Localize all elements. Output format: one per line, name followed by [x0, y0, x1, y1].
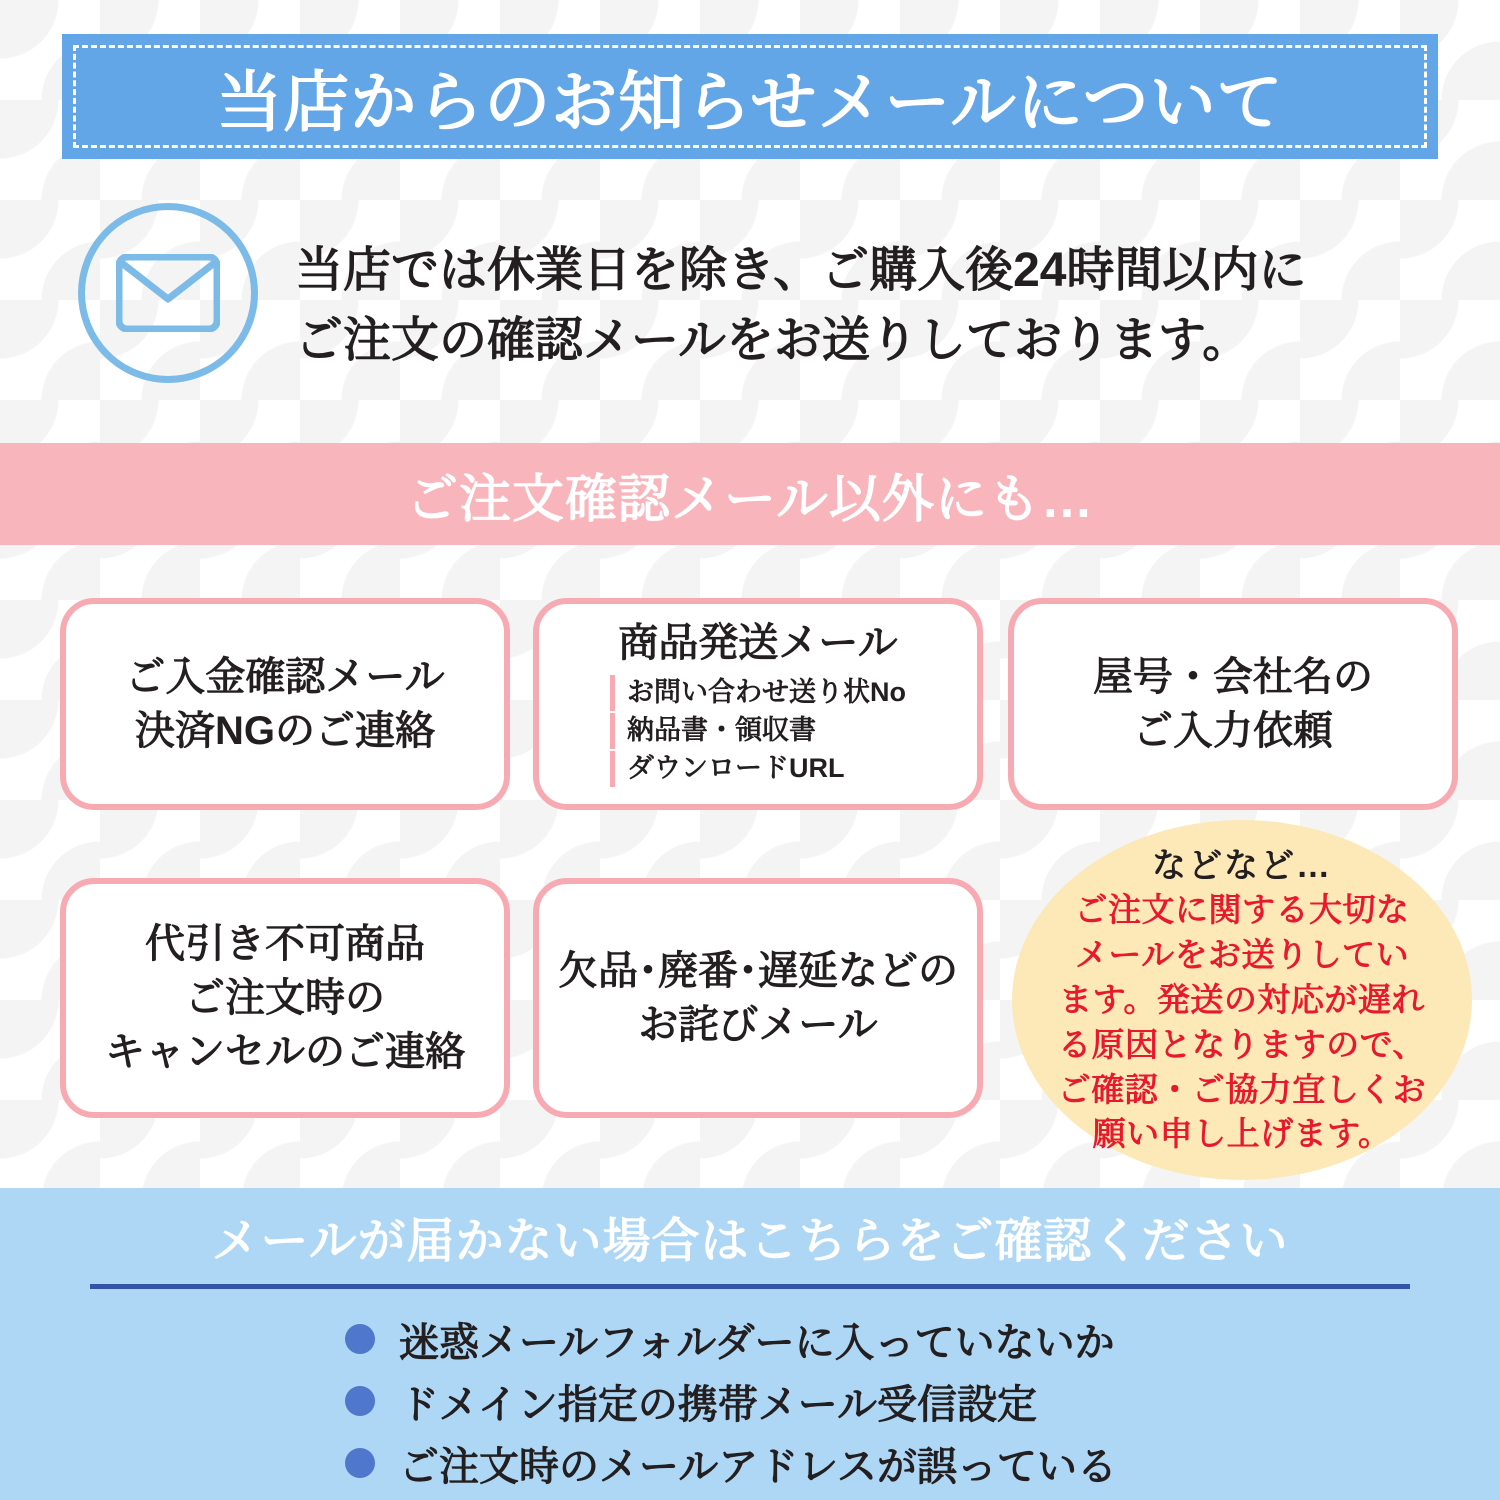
pink-band: [0, 443, 1500, 545]
note-heading: などなど…: [1152, 847, 1332, 885]
card-apology-mail: [533, 878, 983, 1118]
card-company-name-request: [1008, 598, 1458, 810]
card-payment-confirmation: [60, 598, 510, 810]
card-bar-list: [610, 675, 906, 789]
card-line: 屋号・会社名の: [1093, 655, 1373, 699]
card-line: ご注文時の: [185, 976, 385, 1020]
card-bar-item: ダウンロードURL: [610, 751, 906, 787]
note-body-line: ます。発送の対応が遅れ: [1059, 980, 1425, 1018]
list-item-label: 迷惑メールフォルダーに入っていないか: [399, 1320, 1115, 1365]
note-body: [1022, 888, 1462, 1157]
bottom-section-divider: [90, 1284, 1410, 1289]
page-title: 当店からのお知らせメールについて: [216, 65, 1284, 139]
list-item-label: ご注文時のメールアドレスが誤っている: [399, 1444, 1117, 1489]
note-body-line: ご注文に関する大切な: [1074, 891, 1410, 928]
note-body-line: ご確認・ご協力宜しくお: [1057, 1070, 1427, 1108]
header-lead-line-2: ご注文の確認メールをお送りしております。: [295, 313, 1251, 367]
bullet-icon: [345, 1386, 375, 1416]
pink-band-text: ご注文確認メール以外にも…: [406, 470, 1094, 529]
card-line: 欠品･廃番･遅延などの: [558, 949, 958, 993]
card-line: ご入力依頼: [1133, 709, 1333, 753]
card-line: ご入金確認メール: [125, 655, 445, 699]
bottom-check-list: [345, 1308, 1345, 1494]
mail-envelope-icon: [78, 203, 258, 383]
card-shipping-mail: [533, 598, 983, 810]
list-item: [345, 1370, 1345, 1432]
card-line: お詫びメール: [638, 1003, 878, 1047]
list-item-label: ドメイン指定の携帯メール受信設定: [399, 1382, 1037, 1427]
card-line: キャンセルのご連絡: [105, 1030, 465, 1074]
header-lead-line-1: 当店では休業日を除き、ご購入後24時間以内に: [295, 244, 1307, 297]
bullet-icon: [345, 1324, 375, 1354]
note-body-line: メールをお送りしてい: [1074, 935, 1410, 973]
bottom-section-title: メールが届かない場合はこちらをご確認ください: [211, 1215, 1289, 1268]
list-item: [345, 1432, 1345, 1494]
card-heading: 商品発送メール: [618, 621, 898, 666]
page-title-bar: [62, 34, 1438, 159]
header-lead-text: [295, 236, 1435, 375]
note-body-line: 願い申し上げます。: [1092, 1115, 1392, 1153]
card-line: 代引き不可商品: [145, 922, 425, 966]
card-bar-item: 納品書・領収書: [610, 713, 906, 749]
card-line: 決済NGのご連絡: [135, 709, 435, 753]
note-body-line: る原因となりますので、: [1058, 1025, 1426, 1063]
card-cod-unavailable: [60, 878, 510, 1118]
card-bar-item: お問い合わせ送り状No: [610, 675, 906, 711]
bullet-icon: [345, 1448, 375, 1478]
list-item: [345, 1308, 1345, 1370]
